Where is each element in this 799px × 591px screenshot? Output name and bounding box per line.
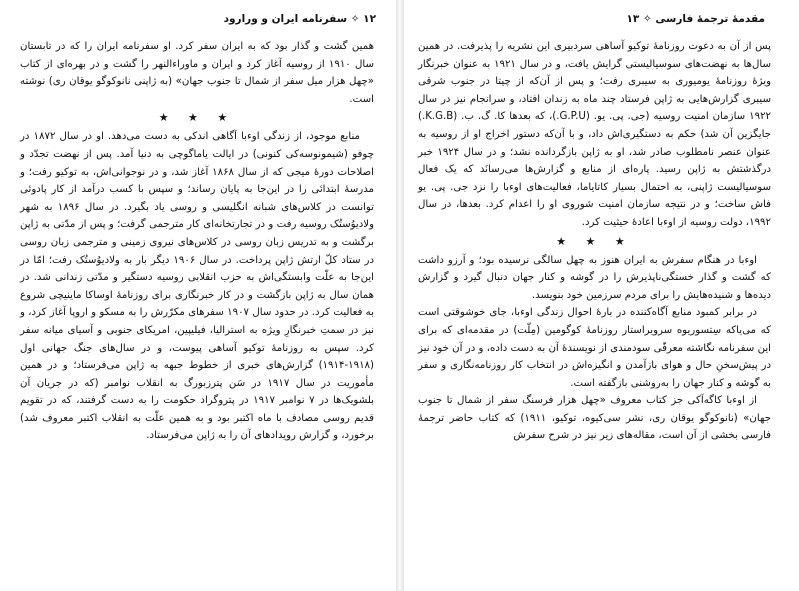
right-page	[404, 0, 799, 591]
section-separator-stars: ★ ★ ★	[556, 234, 633, 248]
section-separator-stars: ★ ★ ★	[158, 111, 236, 125]
left-paragraph-2: منابع موجود، از زندگی اوءبا آگاهی اندکی به دست می‌دهد. او در سال ۱۸۷۲ در چوفو (شیمونوسه‌کی کنونی) در ایالت یاماگوچی به دنیا آمد. پس از نهضت تجدّد و اصلاحات دورهٔ میجی که از سال ۱۸۶۸ آغاز شد، و در نوجوانی‌اش، به توکیو رفت؛ و مدرسهٔ ابتدائی را در این‌جا به پایان رساند؛ و سپس با کسب درآمد از کار پادوئی توانست در کلاس‌های شبانه انگلیسی و روسی یاد بگیرد. در سال ۱۸۹۶ به شهر ولادیوُستُک روسیه رفت و در تجارتخانه‌ای کار مترجمی گرفت؛ و پس از مدّتی به ژاپن برگشت و به تدریس زبان روسی در کلاس‌های نیروی زمینی و مترجمی زبان روسی در ستاد کلّ ارتش ژاپن پرداخت. در سال ۱۹۰۶ دیگر بار به ولادیوُستُک رفت؛ امّا در این‌جا به علّت وابستگی‌اش به حزب انقلابی روسیه دستگیر و مدّتی زندانی شد. در همان سال به ژاپن بازگشت و در کار خبرنگاری برای روزنامهٔ اوساکا ماینیچی شروع به فعالیت کرد. در حدود سال ۱۹۰۷ سفرهای مکرّرش را به مسکو و اروپا آغاز کرد، و نیز در سمتِ خبرنگارِ ویژه به استرالیا، فیلیپین، امریکای جنوبی و آسیای میانه سفر کرد. سپس به روزنامهٔ توکیو آساهی پیوست، و در سال‌های جنگ جهانی اول (۱۹۱۸-۱۹۱۴) گزارش‌های خبری از خطوط جبهه به ژاپن می‌فرستاد؛ و در همین مأموریت در سال ۱۹۱۷ در سَن پترزبورگ به انقلاب نوامبر (که در جریان آن بلشویک‌ها در ۷ نوامبر ۱۹۱۷ در پتروگراد حکومت را به دست گرفتند، که در تقویم قدیم روسی مصادف با ماه اکتبر بود و به همین علّت به انقلاب اکتبر معروف شد) برخورد، و گزارش رویدادهای آن را به ژاپن می‌فرستاد.	[20, 131, 374, 442]
right-paragraph-4: از اوءبا کاگه‌آکی جز کتاب معروف «چهل هزار فرسنگ سفر از شمال تا جنوب جهان» (نانوکوگو یوقان ری، نشر سی‌کیوه، توکیو، ۱۹۱۱) که کتاب حاضر ترجمهٔ فارسی بخشی از آن است، مقاله‌های زیر نیز در شرح سفرش	[418, 395, 771, 442]
right-page-body	[418, 38, 771, 445]
right-paragraph-3: در برابر کمبود منابع آگاه‌کننده در بارهٔ احوال زندگی اوءبا، جای خوشوقتی است که می‌یاکه سِتسوریوه سرویراستار روزنامهٔ کوگومین (مِلّت) در مقدمه‌ای که برای این سفرنامه نگاشته معرفّی سودمندی از نویسندهٔ آن به دست داده، و در آن خود نیز در پیش‌سخنِ حال و هوای بازآمدن و انگیزه‌اش در انتخاب کار روزنامه‌نگاری و سفر به گوشه و کنار جهان را به‌روشنی بازگفته است.	[418, 307, 771, 389]
book-gutter	[396, 0, 404, 591]
right-page-header: مقدمهٔ ترجمهٔ فارسی ✧ ۱۳	[626, 13, 765, 25]
left-paragraph-1: همین گشت و گذار بود که به ایران سفر کرد. او سفرنامه ایران را که در تابستان سال ۱۹۱۰ از روسیه آغاز کرد و ایران و ماوراءالنهر را گشت و در بهره‌ای از کتاب «چهل هزار میل سفر از شمال تا جنوب جهان» (به ژاپنی نانوکوگو یوقان ری) نوشته است.	[20, 41, 374, 105]
left-page-header: ۱۲ ✧ سفرنامه ایران و ورارود	[223, 13, 376, 25]
left-page-body	[20, 38, 374, 445]
right-paragraph-1: پس از آن به دعوت روزنامهٔ توکیو آساهی سردبیری این نشریه را پذیرفت. در همین سال‌ها به نهضت‌های سوسیالیستی گرایش یافت، و در سال ۱۹۲۱ به عنوان خبرنگار ویژهٔ روزنامهٔ یومیوری به سیبری رفت؛ و پس از آن‌که از چیتا در جنوب شرقی سیبری گزارش‌هایی به ژاپن فرستاد چند ماه به زندان افتاد، و سرانجام نیز در سال ۱۹۲۲ سازمان امنیت روسیه (جی. پی. یو. (G.P.U.)، که بعدها کا. گ. ب. (K.G.B.) جایگزین آن شد) حکم به دستگیری‌اش داد، و با آن‌که دستور اخراج او از روسیه به عنوان عنصر نامطلوب صادر شد، او به ژاپن بازگردانده نشد؛ و در سال ۱۹۲۴ خبر درگذشتش به ژاپن رسید. پاره‌ای از منابع و گزارش‌ها می‌رسانَد که یک فعال سوسیالیست ژاپنی، به احتمال بسیار کاتایاما، فعالیت‌های اوءبا را نزد جی. پی. یو فاش ساخت؛ و در نتیجه سازمان امنیت شوروی او را اعدام کرد. بعدها، در سال ۱۹۹۲، دولت روسیه از اوءبا اعادهٔ حیثیت کرد.	[418, 41, 772, 228]
right-paragraph-2: اوءبا در هنگام سفرش به ایران هنوز به چهل سالگی نرسیده بود؛ و آرزو داشت که گشت و گذار خستگی‌ناپذیرش را در گوشه و کنار جهان دنبال گیرد و گزارش دیده‌ها و شنیده‌هایش را برای مردم سرزمین خود بنویسد.	[418, 254, 771, 301]
left-page	[0, 0, 396, 591]
